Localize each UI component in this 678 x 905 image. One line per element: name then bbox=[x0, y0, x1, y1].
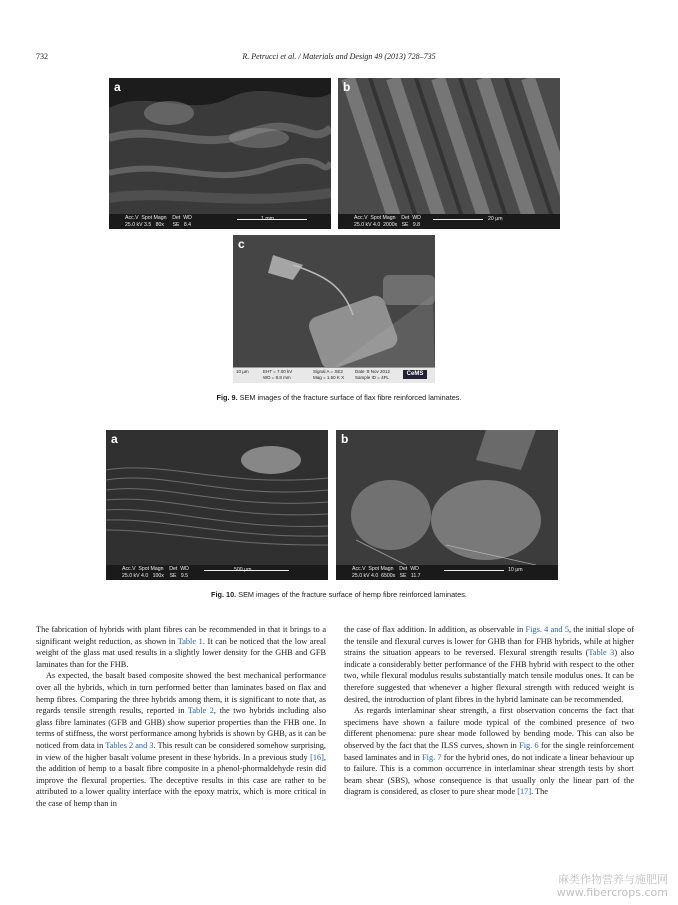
table-3-link[interactable]: Table 3 bbox=[588, 648, 615, 658]
scale-label: 10 µm bbox=[236, 369, 249, 374]
fig-6-link[interactable]: Fig. 6 bbox=[519, 740, 539, 750]
watermark bbox=[557, 873, 668, 899]
sem-texture bbox=[338, 78, 560, 229]
fig10-caption bbox=[36, 590, 642, 600]
text-run: . The bbox=[531, 787, 548, 797]
text-run: for the single reinforcement based laminates and in bbox=[344, 740, 634, 762]
text-run: As regards interlaminar shear strength, a first observation concerns the fact that specimens have shown a failure mode typical of the combined presence of two different phenomena: pure shear mode followed by bending mode. This can also be observed by the fact that the ILSS curves, shown in bbox=[344, 706, 634, 750]
sample-value: Sample ID = 4FL bbox=[355, 375, 389, 380]
sem-info-bar bbox=[109, 214, 331, 229]
table-1-link[interactable]: Table 1 bbox=[177, 636, 203, 646]
text-run: The fabrication of hybrids with plant fibres can be recommended in that it brings to a significant weight reduction, as shown in bbox=[36, 625, 326, 646]
figs-4-5-link[interactable]: Figs. 4 and 5 bbox=[525, 625, 569, 634]
watermark-line-1: 麻类作物营养与施肥网 bbox=[558, 873, 668, 886]
text-run: for the hybrid ones, do not indicate a linear behaviour up to failure. This is a common occurrence in interlaminar shear strength tests by short beam shear (SBS), whose consequence is that usually only the linear part of the diagram is considered, as closer to pure shear mode bbox=[344, 752, 634, 797]
caption-text: SEM images of the fracture surface of hemp fibre reinforced laminates. bbox=[236, 590, 467, 599]
cems-logo: CeMS bbox=[403, 370, 427, 379]
date-value: Date :8 Nov 2012 bbox=[355, 369, 391, 374]
sem-info-bar bbox=[106, 565, 328, 580]
panel-letter: c bbox=[238, 237, 245, 251]
text-run: the case of flax addition. In addition, as observable in bbox=[344, 625, 526, 634]
sem-params-labels: Acc.V Spot Magn Det WD bbox=[352, 566, 419, 572]
table-2-link[interactable]: Table 2 bbox=[187, 706, 214, 716]
sem-params-labels: Acc.V Spot Magn Det WD bbox=[354, 215, 421, 221]
watermark-line-2: www.fibercrops.com bbox=[556, 886, 668, 899]
scale-label: 10 µm bbox=[508, 567, 523, 573]
sem-params-values: 25.0 kV 3.5 80x SE 8.4 bbox=[125, 222, 192, 228]
mag-value: Mag = 1.50 K X bbox=[313, 375, 345, 380]
sem-info-bar bbox=[233, 367, 435, 383]
text-run: , the addition of hemp to a basalt fibre composite in a phenol-phormaldehyde resin did improve the flexural properties. The deceptive results in this case are rather to be attributed to a lower quality interface with the epoxy matrix, which is more critical in the case of hemp than in bbox=[36, 752, 326, 808]
caption-label: Fig. 10. bbox=[211, 590, 237, 599]
sem-texture bbox=[109, 78, 331, 229]
ref-16-link[interactable]: [16] bbox=[310, 752, 324, 762]
signal-value: Signal A = SE2 bbox=[313, 369, 343, 374]
sem-params-values: 25.0 kV 4.0 2000x SE 9.8 bbox=[354, 222, 421, 228]
text-run: . It can be noticed that the low areal weight of the glass mat used results in a slightly lower density for the GHB and GFB laminates than for the FHB. bbox=[36, 636, 327, 669]
panel-letter: b bbox=[341, 432, 349, 446]
text-run: As expected, the basalt based composite showed the best mechanical performance over all the hybrids, which in turn performed better than laminates based on flax and hemp fibres. Comparing the three hybrids among them, it is significant to note that, as regards tensile strength results, reported in bbox=[36, 671, 326, 716]
scale-bar bbox=[433, 219, 483, 220]
sem-texture bbox=[233, 235, 435, 383]
eht-value: EHT = 7.00 kV bbox=[263, 369, 293, 374]
fig9-panel-b bbox=[338, 78, 560, 229]
fig9-caption bbox=[36, 393, 642, 403]
sem-info-bar bbox=[336, 565, 558, 580]
text-run: ) also indicate a considerably better performance of the FHB hybrid with respect to the other two, while flexural modulus results substantially match tensile modulus ones. It can be therefore suggested that whenever a higher flexural strength with reduced weight is desired, the introduction of plant fibres in the hybrid laminate can be recommended. bbox=[344, 648, 635, 704]
left-column bbox=[36, 624, 326, 810]
fig10-panel-a bbox=[106, 430, 328, 580]
scale-label: 20 µm bbox=[488, 216, 503, 222]
sem-texture bbox=[336, 430, 558, 580]
fig9-panel-c bbox=[233, 235, 435, 383]
scale-label: 1 mm bbox=[261, 216, 274, 222]
page-number: 732 bbox=[36, 52, 48, 61]
wd-value: WD = 8.8 mm bbox=[263, 375, 291, 380]
paragraph bbox=[36, 670, 326, 809]
caption-label: Fig. 9. bbox=[216, 393, 238, 402]
sem-params-labels: Acc.V Spot Magn Det WD bbox=[122, 566, 189, 572]
scale-bar bbox=[444, 570, 504, 571]
text-run: . This result can be considered somehow surprising, in view of the higher basalt volume present in these hybrids. In a previous study bbox=[36, 740, 326, 762]
text-run: , the initial slope of the tensile and flexural curves is lower for GHB than for FHB hybrids, while at higher strains the situation appears to be reversed. Flexural strength results ( bbox=[344, 625, 634, 658]
scale-label: 500 µm bbox=[234, 567, 252, 573]
panel-letter: b bbox=[343, 80, 351, 94]
running-header bbox=[36, 51, 642, 63]
panel-letter: a bbox=[114, 80, 121, 94]
ref-17-link[interactable]: [17] bbox=[517, 787, 532, 797]
fig10-panel-b bbox=[336, 430, 558, 580]
caption-text: SEM images of the fracture surface of flax fibre reinforced laminates. bbox=[237, 393, 462, 402]
sem-info-bar bbox=[338, 214, 560, 229]
fig9-panel-a bbox=[109, 78, 331, 229]
sem-texture bbox=[106, 430, 328, 580]
sem-params-values: 25.0 kV 4.0 100x SE 9.5 bbox=[122, 573, 189, 579]
paragraph bbox=[344, 624, 634, 705]
right-column bbox=[344, 624, 634, 798]
tables-2-3-link[interactable]: Tables 2 and 3 bbox=[105, 740, 154, 750]
paragraph bbox=[344, 705, 634, 798]
running-head: R. Petrucci et al. / Materials and Design 49 (2013) 728–735 bbox=[242, 52, 436, 61]
sem-params-values: 25.0 kV 4.0 6500x SE 11.7 bbox=[352, 573, 421, 579]
paragraph bbox=[36, 624, 326, 670]
sem-params-labels: Acc.V Spot Magn Det WD bbox=[125, 215, 192, 221]
panel-letter: a bbox=[111, 432, 118, 446]
text-run: , the two hybrids including also glass fibre laminates (GFB and GHB) show superior properties than the FHB one. In terms of stiffness, the worst performance among hybrids is shown by GHB, as it can be noticed from data in bbox=[36, 706, 327, 750]
fig-7-link[interactable]: Fig. 7 bbox=[422, 752, 442, 762]
